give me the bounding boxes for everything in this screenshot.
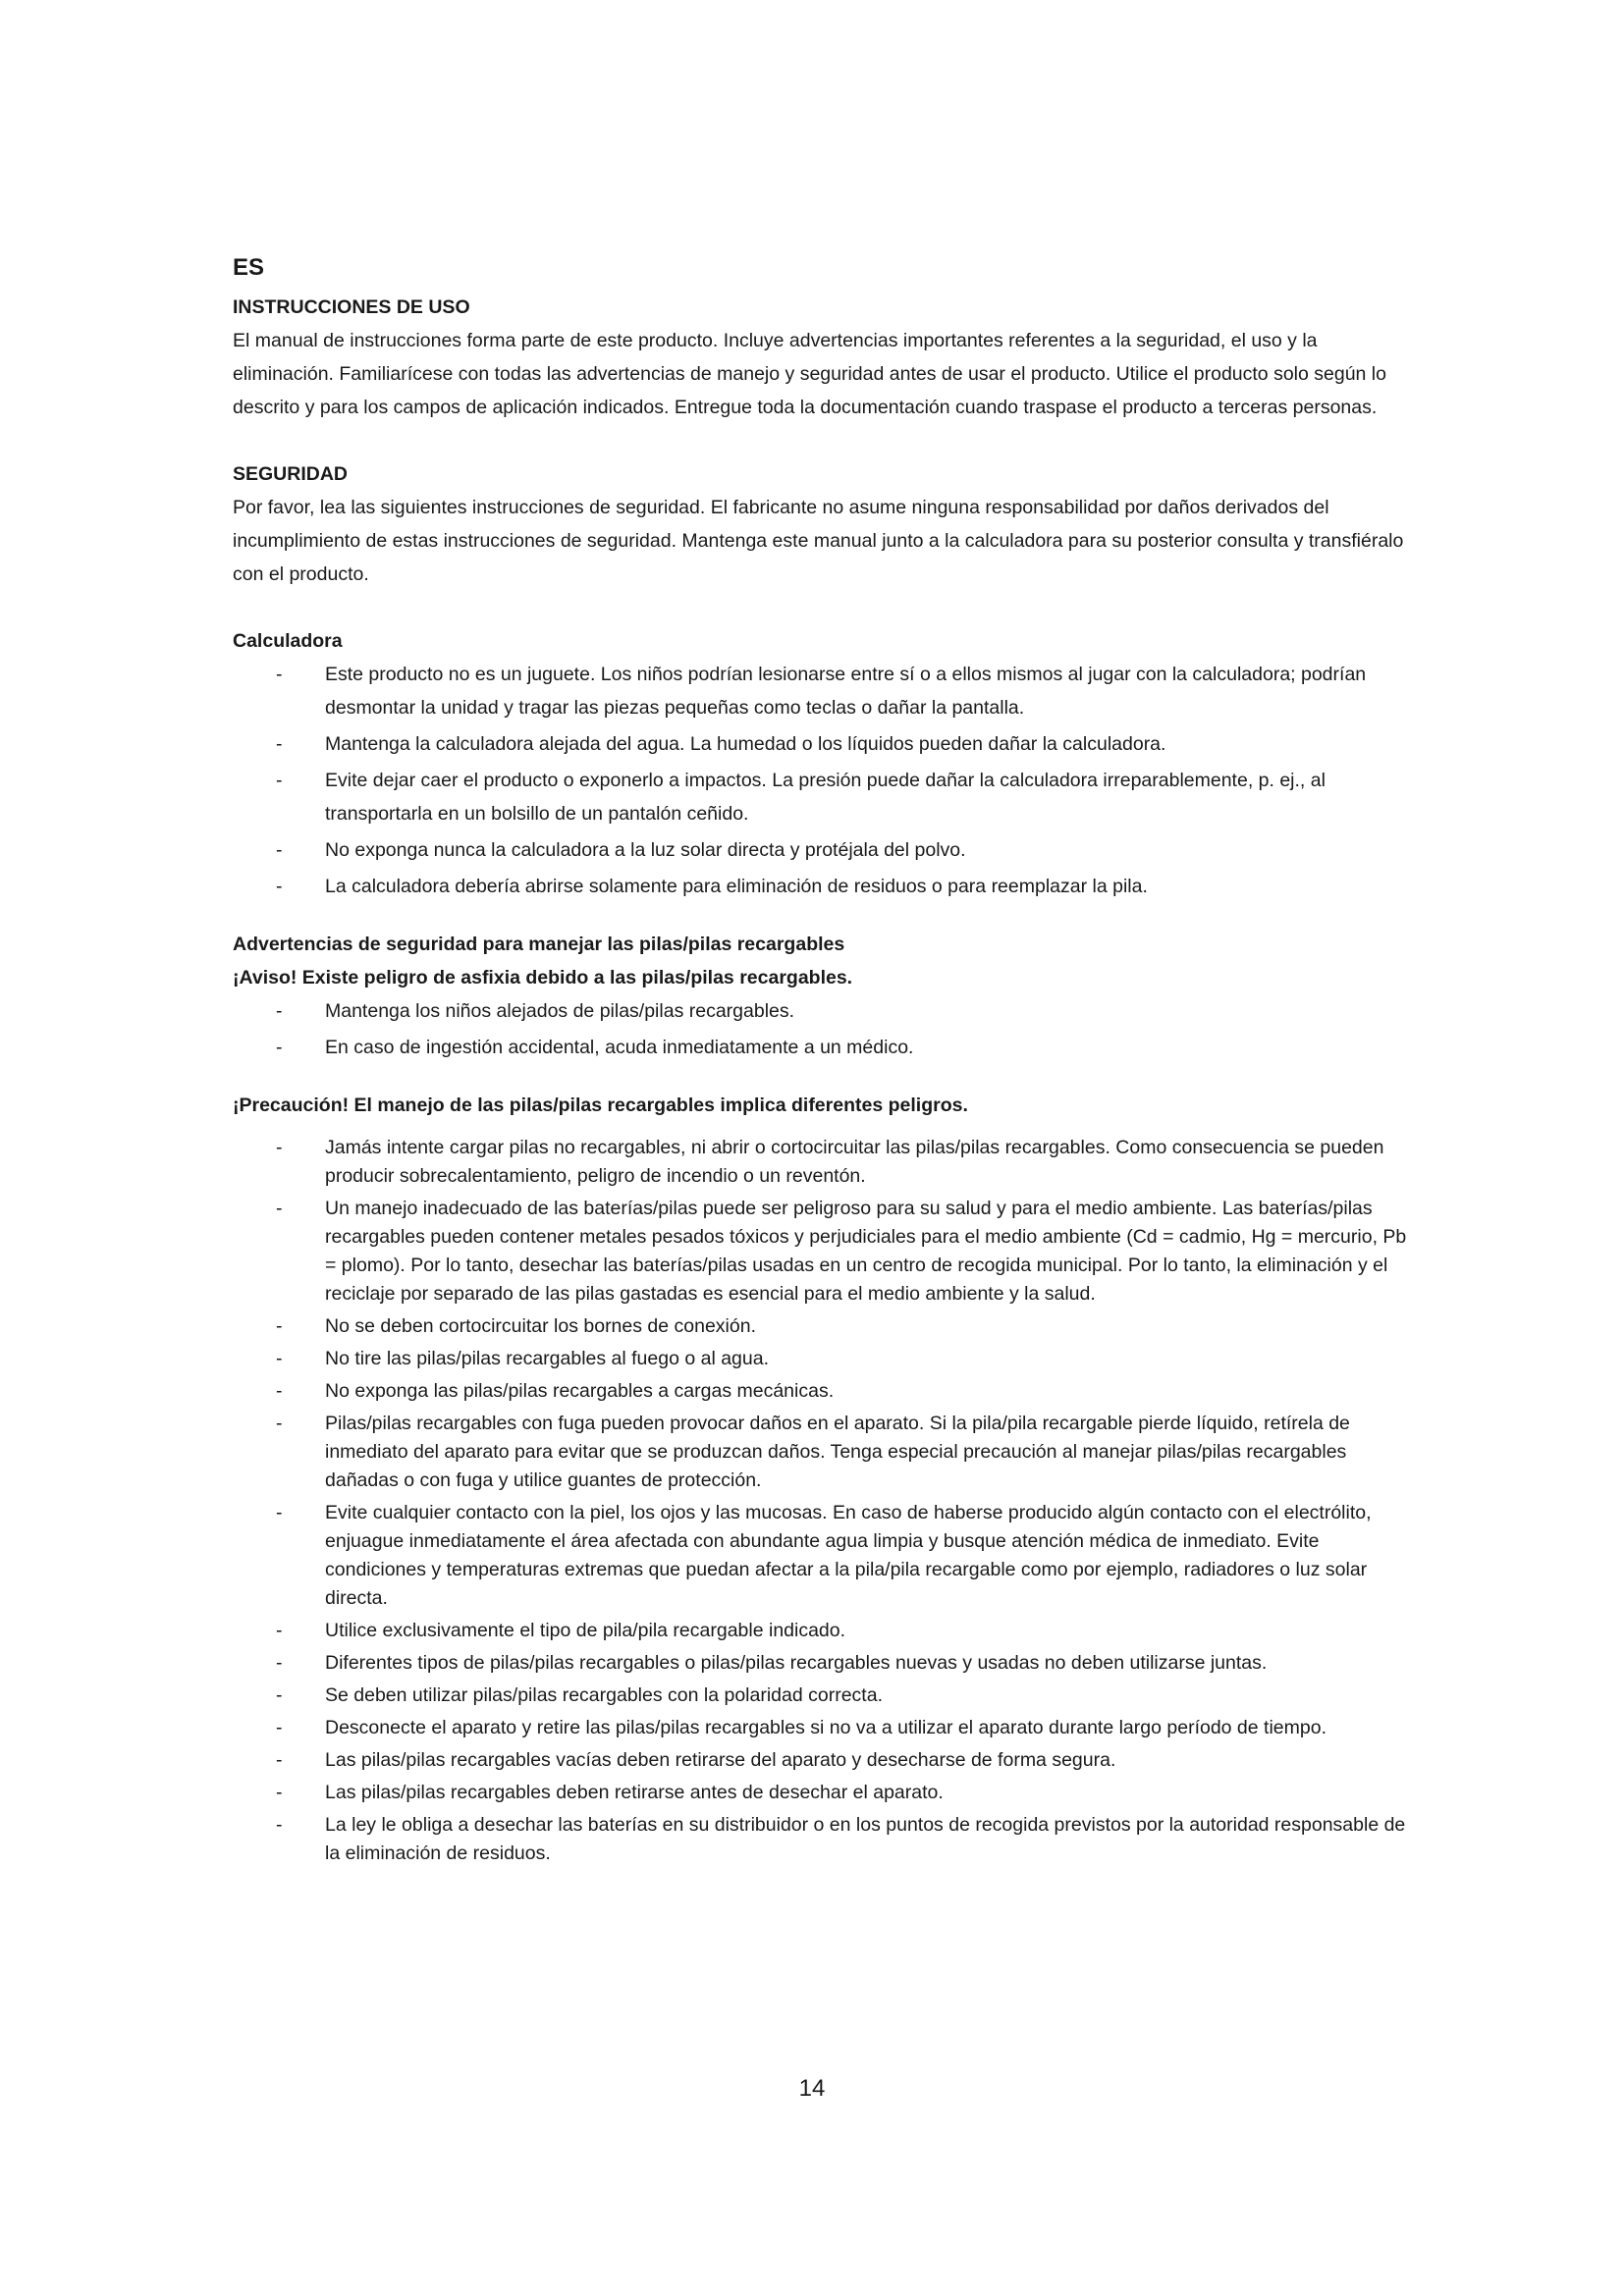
list-item: - Evite cualquier contacto con la piel, los ojos y las mucosas. En caso de haberse producido algún contacto con el electrólito, enjuague inmediatamente el área afectada con abundante agua limpia y busque atención médica de inmediato. Evite condiciones y temperaturas extremas que puedan afectar a la pila/pila recargable como por ejemplo, radiadores o luz solar directa. <box>233 1499 1411 1613</box>
battery-warnings-list <box>233 994 1411 1064</box>
list-item: - Utilice exclusivamente el tipo de pila/pila recargable indicado. <box>233 1617 1411 1645</box>
language-code: ES <box>233 254 265 281</box>
list-item: - Diferentes tipos de pilas/pilas recargables o pilas/pilas recargables nuevas y usadas no deben utilizarse juntas. <box>233 1649 1411 1678</box>
instructions-body: El manual de instrucciones forma parte de este producto. Incluye advertencias importantes referentes a la seguridad, el uso y la eliminación. Familiarícese con todas las advertencias de manejo y seguridad antes de usar el producto. Utilice el producto solo según lo descrito y para los campos de aplicación indicados. Entregue toda la documentación cuando traspase el producto a terceras personas. <box>233 330 1386 418</box>
list-item: - No tire las pilas/pilas recargables al fuego o al agua. <box>233 1345 1411 1373</box>
battery-warnings-subheading: ¡Aviso! Existe peligro de asfixia debido a las pilas/pilas recargables. <box>233 967 853 988</box>
caution-list <box>233 1134 1411 1868</box>
list-item: - Mantenga la calculadora alejada del agua. La humedad o los líquidos pueden dañar la calculadora. <box>233 727 1411 761</box>
caution-heading: ¡Precaución! El manejo de las pilas/pilas recargables implica diferentes peligros. <box>233 1095 968 1116</box>
safety-heading: SEGURIDAD <box>233 463 349 485</box>
safety-body: Por favor, lea las siguientes instrucciones de seguridad. El fabricante no asume ninguna responsabilidad por daños derivados del incumplimiento de estas instrucciones de seguridad. Mantenga este manual junto a la calculadora para su posterior consulta y transfiéralo con el producto. <box>233 497 1404 585</box>
list-item: - Este producto no es un juguete. Los niños podrían lesionarse entre sí o a ellos mismos al jugar con la calculadora; podrían desmontar la unidad y tragar las piezas pequeñas como teclas o dañar la pantalla. <box>233 658 1411 724</box>
list-item: - Las pilas/pilas recargables vacías deben retirarse del aparato y desecharse de forma segura. <box>233 1746 1411 1775</box>
calculator-heading: Calculadora <box>233 630 343 652</box>
list-item: - No exponga nunca la calculadora a la luz solar directa y protéjala del polvo. <box>233 833 1411 867</box>
list-item: - Evite dejar caer el producto o exponerlo a impactos. La presión puede dañar la calculadora irreparablemente, p. ej., al transportarla en un bolsillo de un pantalón ceñido. <box>233 764 1411 830</box>
list-item: - No exponga las pilas/pilas recargables a cargas mecánicas. <box>233 1377 1411 1406</box>
page-number: 14 <box>798 2075 826 2102</box>
list-item: - En caso de ingestión accidental, acuda inmediatamente a un médico. <box>233 1031 1411 1064</box>
list-item: - Se deben utilizar pilas/pilas recargables con la polaridad correcta. <box>233 1682 1411 1710</box>
list-item: - Pilas/pilas recargables con fuga pueden provocar daños en el aparato. Si la pila/pila recargable pierde líquido, retírela de inmediato del aparato para evitar que se produzcan daños. Tenga especial precaución al manejar pilas/pilas recargables dañadas o con fuga y utilice guantes de protección. <box>233 1410 1411 1495</box>
list-item: - Un manejo inadecuado de las baterías/pilas puede ser peligroso para su salud y para el medio ambiente. Las baterías/pilas recargables pueden contener metales pesados tóxicos y perjudiciales para el medio ambiente (Cd = cadmio, Hg = mercurio, Pb = plomo). Por lo tanto, desechar las baterías/pilas usadas en un centro de recogida municipal. Por lo tanto, la eliminación y el reciclaje por separado de las pilas gastadas es esencial para el medio ambiente y la salud. <box>233 1195 1411 1308</box>
list-item: - La calculadora debería abrirse solamente para eliminación de residuos o para reemplazar la pila. <box>233 870 1411 903</box>
list-item: - Las pilas/pilas recargables deben retirarse antes de desechar el aparato. <box>233 1779 1411 1807</box>
list-item: - Mantenga los niños alejados de pilas/pilas recargables. <box>233 994 1411 1028</box>
list-item: - Desconecte el aparato y retire las pilas/pilas recargables si no va a utilizar el aparato durante largo período de tiempo. <box>233 1714 1411 1742</box>
document-page <box>233 251 1411 1872</box>
calculator-list <box>233 658 1411 903</box>
list-item: - No se deben cortocircuitar los bornes de conexión. <box>233 1312 1411 1341</box>
instructions-heading: INSTRUCCIONES DE USO <box>233 296 470 318</box>
list-item: - Jamás intente cargar pilas no recargables, ni abrir o cortocircuitar las pilas/pilas recargables. Como consecuencia se pueden producir sobrecalentamiento, peligro de incendio o un reventón. <box>233 1134 1411 1191</box>
list-item: - La ley le obliga a desechar las baterías en su distribuidor o en los puntos de recogida previstos por la autoridad responsable de la eliminación de residuos. <box>233 1811 1411 1868</box>
battery-warnings-heading: Advertencias de seguridad para manejar las pilas/pilas recargables <box>233 934 845 955</box>
